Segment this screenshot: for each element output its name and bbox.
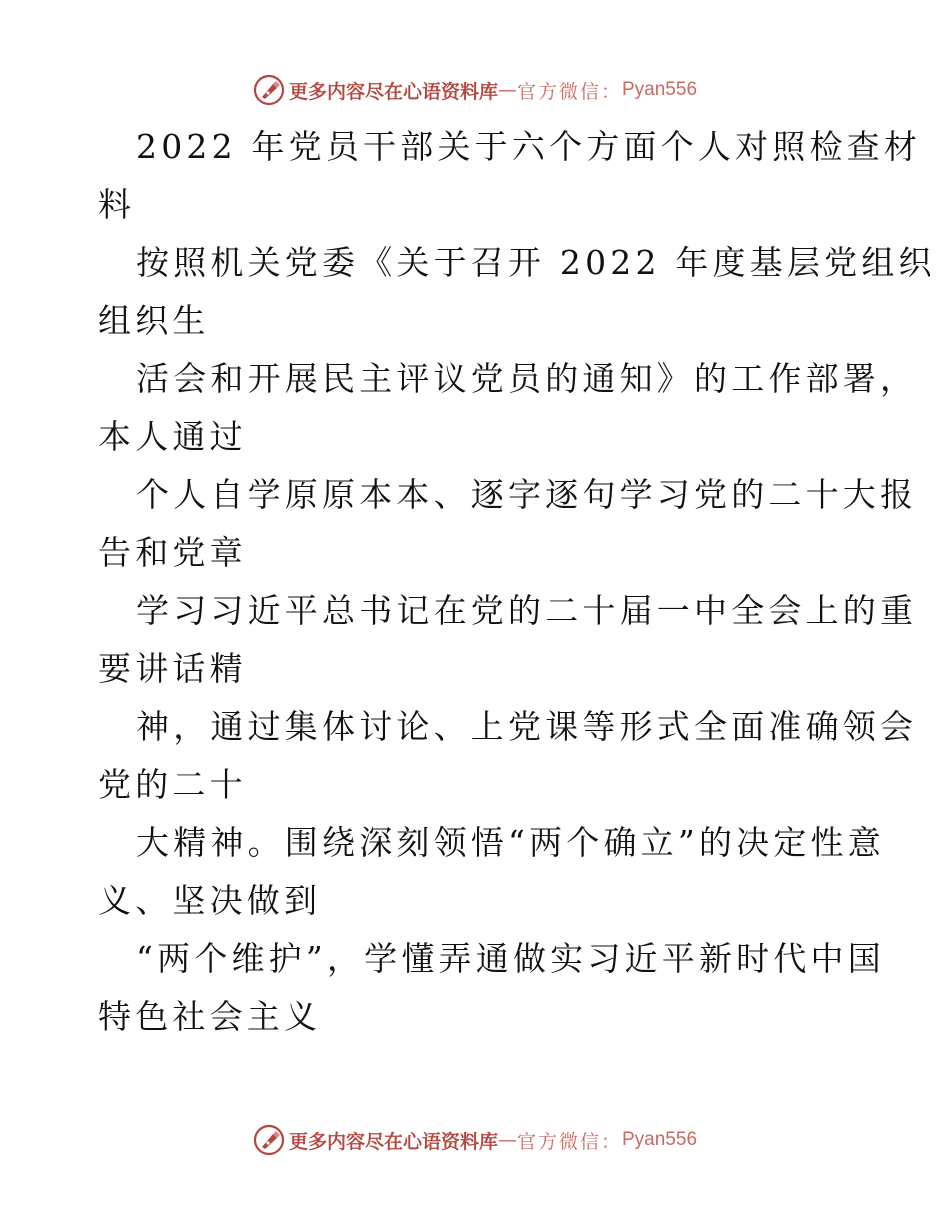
text-line: 个人自学原原本本、逐字逐句学习党的二十大报 (136, 475, 918, 514)
watermark-wechat-label: 官方微信： (516, 80, 622, 103)
text-line: 大精神。围绕深刻领悟“两个确立”的决定性意 (136, 823, 885, 862)
text-line: 义、坚决做到 (98, 881, 322, 920)
pen-nib-logo-icon (253, 74, 285, 106)
watermark-wechat-id: Pyan556 (622, 1129, 698, 1150)
watermark-site-text: 更多内容尽在心语资料库 (288, 80, 498, 103)
watermark-wechat-label: 官方微信： (516, 1130, 622, 1153)
text-line: 按照机关党委《关于召开 2022 年度基层党组织 (136, 243, 936, 282)
text-line: 神，通过集体讨论、上党课等形式全面准确领会 (136, 707, 918, 746)
text-line: 特色社会主义 (98, 997, 322, 1036)
text-line: 党的二十 (98, 765, 247, 804)
text-line: 组织生 (98, 301, 210, 340)
text-line: 告和党章 (98, 533, 247, 572)
watermark-separator: — (497, 79, 517, 101)
watermark-separator: — (497, 1129, 517, 1151)
text-line: 要讲话精 (98, 649, 247, 688)
pen-nib-logo-icon (253, 1124, 285, 1156)
watermark-wechat-id: Pyan556 (622, 79, 698, 100)
watermark-site-text: 更多内容尽在心语资料库 (288, 1130, 498, 1153)
text-line: 料 (98, 185, 136, 224)
text-line: 本人通过 (98, 417, 247, 456)
header-watermark-banner (0, 70, 950, 110)
text-line: 活会和开展民主评议党员的通知》的工作部署， (136, 359, 918, 398)
text-line: 学习习近平总书记在党的二十届一中全会上的重 (136, 591, 918, 630)
text-line: “两个维护”，学懂弄通做实习近平新时代中国 (136, 939, 885, 978)
document-body (98, 118, 936, 1046)
text-line: 2022 年党员干部关于六个方面个人对照检查材 (136, 127, 922, 166)
footer-watermark-banner (0, 1120, 950, 1160)
